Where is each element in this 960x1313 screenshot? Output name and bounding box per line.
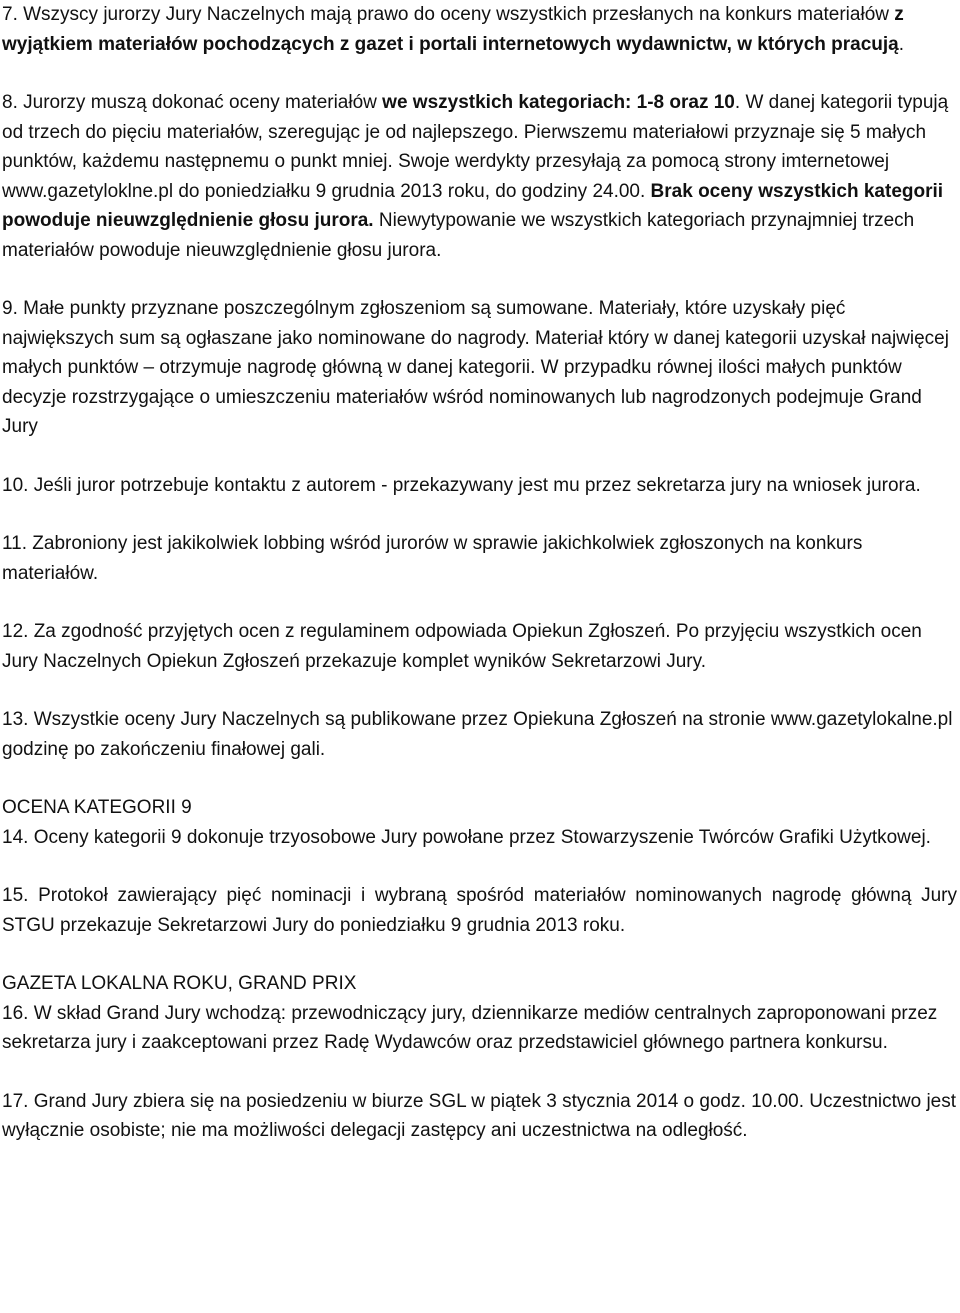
paragraph-17: 17. Grand Jury zbiera się na posiedzeniu w biurze SGL w piątek 3 stycznia 2014 o godz. 10.00. Uczestnictwo jest wyłącznie osobiste; nie ma możliwości delegacji zastępcy ani uczestnictwa na odległość. <box>2 1090 957 1141</box>
document-page <box>2 0 957 1146</box>
paragraph-16: 16. W skład Grand Jury wchodzą: przewodniczący jury, dziennikarze mediów centralnych zaproponowani przez sekretarza jury i zaakceptowani przez Radę Wydawców oraz przedstawiciel głównego partnera konkursu. <box>2 1002 938 1053</box>
paragraph-7-text: 7. Wszyscy jurorzy Jury Naczelnych mają prawo do oceny wszystkich przesłanych na konkurs materiałów <box>2 4 895 25</box>
paragraph-8-text: 8. Jurorzy muszą dokonać oceny materiałów <box>2 92 383 113</box>
paragraph-8-bold-categories: we wszystkich kategoriach: 1-8 oraz 10 <box>382 92 735 113</box>
paragraph-8 <box>2 88 957 265</box>
paragraph-11: 11. Zabroniony jest jakikolwiek lobbing wśród jurorów w sprawie jakichkolwiek zgłoszonych na konkurs materiałów. <box>2 533 863 584</box>
paragraph-7-end: . <box>898 33 905 55</box>
paragraph-8-body: . W danej kategorii typują od trzech do pięciu materiałów, szeregując je od najlepszego. Pierwszemu materiałowi przyznaje się 5 małych punktów, każdemu następnemu o punkt mniej. Swoje werdykty przesyłają za pomocą strony imternetowej www.gazetyloklne.pl do poniedziałku 9 grudnia 2013 roku, do godziny 24.00. <box>2 92 949 202</box>
paragraph-8-bold-warning: Brak oceny wszystkich kategorii powoduje nieuwzględnienie głosu jurora. <box>2 180 944 231</box>
paragraph-10: 10. Jeśli juror potrzebuje kontaktu z autorem - przekazywany jest mu przez sekretarza jury na wniosek jurora. <box>2 474 921 496</box>
paragraph-13: 13. Wszystkie oceny Jury Naczelnych są publikowane przez Opiekuna Zgłoszeń na stronie www.gazetylokalne.pl godzinę po zakończeniu finałowej gali. <box>2 709 953 760</box>
paragraph-9: 9. Małe punkty przyznane poszczególnym zgłoszeniom są sumowane. Materiały, które uzyskały pięć największych sum są ogłaszane jako nominowane do nagrody. Materiał który w danej kategorii uzyskał najwięcej małych punktów – otrzymuje nagrodę główną w danej kategorii. W przypadku równej ilości małych punktów decyzje rozstrzygające o umieszczeniu materiałów wśród nominowanych lub nagrodzonych podejmuje Grand Jury <box>2 298 949 437</box>
paragraph-14: 14. Oceny kategorii 9 dokonuje trzyosobowe Jury powołane przez Stowarzyszenie Twórców Grafiki Użytkowej. <box>2 826 931 848</box>
paragraph-7-bold: z wyjątkiem materiałów pochodzących z gazet i portali internetowych wydawnictw, w których pracują <box>2 4 904 55</box>
section-heading-category-9: OCENA KATEGORII 9 <box>2 797 192 818</box>
paragraph-12: 12. Za zgodność przyjętych ocen z regulaminem odpowiada Opiekun Zgłoszeń. Po przyjęciu wszystkich ocen Jury Naczelnych Opiekun Zgłoszeń przekazuje komplet wyników Sekretarzowi Jury. <box>2 621 922 672</box>
paragraph-8-end: Niewytypowanie we wszystkich kategoriach przynajmniej trzech materiałów powoduje nieuwzględnienie głosu jurora. <box>2 210 915 261</box>
paragraph-7 <box>2 0 957 59</box>
section-heading-grand-prix: GAZETA LOKALNA ROKU, GRAND PRIX <box>2 973 357 994</box>
paragraph-15: 15. Protokoł zawierający pięć nominacji i wybraną spośród materiałów nominowanych nagrodę główną Jury STGU przekazuje Sekretarzowi Jury do poniedziałku 9 grudnia 2013 roku. <box>2 885 957 936</box>
